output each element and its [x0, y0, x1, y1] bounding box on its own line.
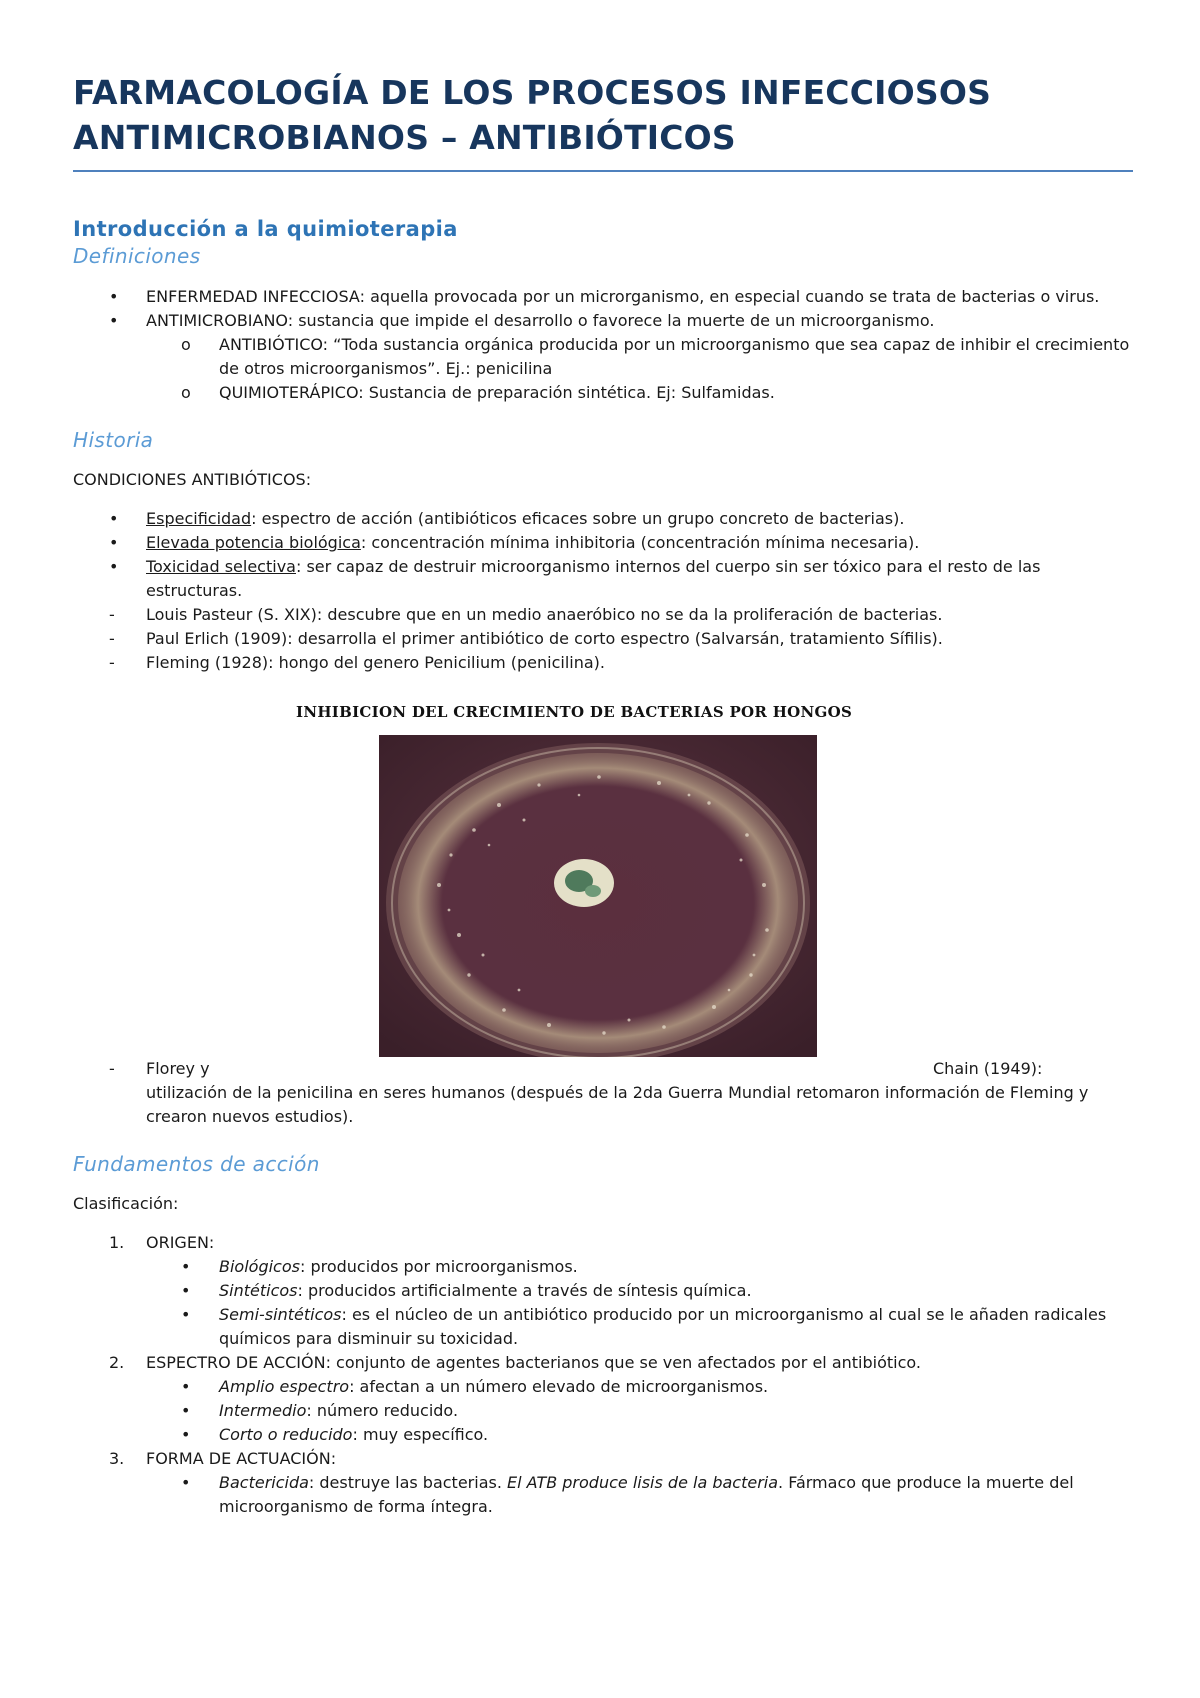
section-espectro: ESPECTRO DE ACCIÓN: conjunto de agentes bacterianos que se ven afectados por el antibiótico.	[146, 1353, 921, 1372]
petri-dish-image	[379, 735, 817, 1057]
term-text: : producidos por microorganismos.	[299, 1257, 578, 1276]
dash-marker: -	[109, 1059, 115, 1078]
term-especificidad: Especificidad	[146, 509, 252, 528]
bullet-marker: •	[181, 1281, 191, 1300]
sub-definitions-list	[73, 333, 1133, 405]
term-text: : afectan a un número elevado de microorganismos.	[349, 1377, 769, 1396]
heading-historia: Historia	[73, 428, 154, 452]
bullet-marker: •	[181, 1305, 191, 1324]
chain-text: Chain (1949):	[933, 1059, 1043, 1078]
list-item	[73, 651, 1133, 675]
list-item	[73, 381, 1133, 405]
florey-text: Florey y	[146, 1059, 210, 1078]
list-item	[73, 1231, 1133, 1255]
bullet-marker: •	[181, 1425, 191, 1444]
list-item	[73, 285, 1133, 309]
florey-description: utilización de la penicilina en seres humanos (después de la 2da Guerra Mundial retomaron información de Fleming y crearon nuevos estudios).	[146, 1083, 1089, 1126]
term-text: . Fármaco que produce la muerte del microorganismo de forma íntegra.	[219, 1473, 1074, 1516]
definition-antibiotico: ANTIBIÓTICO: “Toda sustancia orgánica producida por un microorganismo que sea capaz de inhibir el crecimiento de otros microorganismos”. Ej.: penicilina	[219, 335, 1130, 378]
number-marker: 1.	[109, 1233, 125, 1252]
list-item	[73, 555, 1133, 603]
historia-list	[73, 507, 1133, 675]
bullet-marker: •	[181, 1257, 191, 1276]
espectro-sublist	[73, 1375, 1133, 1447]
list-item	[73, 1303, 1133, 1351]
list-item	[73, 627, 1133, 651]
definitions-list	[73, 285, 1133, 405]
history-erlich: Paul Erlich (1909): desarrolla el primer antibiótico de corto espectro (Salvarsán, tratamiento Sífilis).	[146, 629, 943, 648]
term-semisinteticos: Semi-sintéticos	[219, 1305, 342, 1324]
document-body	[73, 70, 1133, 1519]
term-text: : destruye las bacterias.	[308, 1473, 508, 1492]
term-text: : es el núcleo de un antibiótico producido por un microorganismo al cual se le añaden radicales químicos para disminuir su toxicidad.	[219, 1305, 1107, 1348]
definition-antimicrobiano: ANTIMICROBIANO: sustancia que impide el desarrollo o favorece la muerte de un microorganismo.	[146, 311, 935, 330]
number-marker: 2.	[109, 1353, 125, 1372]
bullet-marker: •	[181, 1377, 191, 1396]
bullet-marker: •	[109, 557, 119, 576]
florey-chain-item	[73, 1057, 1133, 1129]
heading-introduccion: Introducción a la quimioterapia	[73, 217, 458, 241]
term-bactericida: Bactericida	[219, 1473, 309, 1492]
term-sinteticos: Sintéticos	[219, 1281, 298, 1300]
term-text: : producidos artificialmente a través de síntesis química.	[297, 1281, 752, 1300]
section-forma-actuacion: FORMA DE ACTUACIÓN:	[146, 1449, 337, 1468]
list-item	[73, 1351, 1133, 1375]
list-item	[73, 333, 1133, 381]
list-item	[73, 1471, 1133, 1519]
title-line-2: ANTIMICROBIANOS – ANTIBIÓTICOS	[73, 118, 736, 157]
definition-quimioterapico: QUIMIOTERÁPICO: Sustancia de preparación sintética. Ej: Sulfamidas.	[219, 383, 775, 402]
list-item	[73, 309, 1133, 333]
term-italic-note: El ATB produce lisis de la bacteria	[507, 1473, 779, 1492]
dash-marker: -	[109, 605, 115, 624]
fungal-colony	[554, 859, 614, 907]
actuacion-sublist	[73, 1471, 1133, 1519]
document-title	[73, 70, 1133, 172]
term-intermedio: Intermedio	[219, 1401, 307, 1420]
term-text: : muy específico.	[352, 1425, 489, 1444]
heading-definiciones: Definiciones	[73, 244, 201, 268]
bullet-marker: •	[109, 533, 119, 552]
condiciones-label: CONDICIONES ANTIBIÓTICOS:	[73, 470, 312, 489]
bullet-marker: •	[109, 509, 119, 528]
list-item	[73, 507, 1133, 531]
clasificacion-label: Clasificación:	[73, 1194, 179, 1213]
history-pasteur: Louis Pasteur (S. XIX): descubre que en un medio anaeróbico no se da la proliferación de bacterias.	[146, 605, 943, 624]
term-text: : ser capaz de destruir microorganismo internos del cuerpo sin ser tóxico para el resto de las estructuras.	[146, 557, 1041, 600]
term-text: : número reducido.	[306, 1401, 459, 1420]
term-toxicidad: Toxicidad selectiva	[146, 557, 296, 576]
bullet-marker: •	[181, 1473, 191, 1492]
bullet-marker: •	[181, 1401, 191, 1420]
definition-enfermedad: ENFERMEDAD INFECCIOSA: aquella provocada por un microrganismo, en especial cuando se trata de bacterias o virus.	[146, 287, 1100, 306]
clasificacion-list	[73, 1231, 1133, 1519]
list-item	[73, 603, 1133, 627]
list-item	[73, 1279, 1133, 1303]
dash-marker: -	[109, 629, 115, 648]
list-item	[73, 1423, 1133, 1447]
term-text: : espectro de acción (antibióticos eficaces sobre un grupo concreto de bacterias).	[251, 509, 905, 528]
figure-caption: INHIBICION DEL CRECIMIENTO DE BACTERIAS POR HONGOS	[296, 703, 853, 721]
origen-sublist	[73, 1255, 1133, 1351]
bullet-marker: •	[109, 287, 119, 306]
title-line-1: FARMACOLOGÍA DE LOS PROCESOS INFECCIOSOS	[73, 73, 992, 112]
bullet-marker: •	[109, 311, 119, 330]
section-origen: ORIGEN:	[146, 1233, 215, 1252]
circle-marker: o	[181, 335, 191, 354]
list-item	[73, 1399, 1133, 1423]
term-potencia: Elevada potencia biológica	[146, 533, 361, 552]
term-text: : concentración mínima inhibitoria (concentración mínima necesaria).	[360, 533, 920, 552]
list-item	[73, 1375, 1133, 1399]
petri-dish-figure	[73, 703, 1133, 1049]
number-marker: 3.	[109, 1449, 125, 1468]
list-item	[73, 1255, 1133, 1279]
dash-marker: -	[109, 653, 115, 672]
petri-dish-svg	[379, 735, 817, 1057]
history-fleming: Fleming (1928): hongo del genero Penicilium (penicilina).	[146, 653, 605, 672]
heading-fundamentos: Fundamentos de acción	[73, 1152, 320, 1176]
term-amplio: Amplio espectro	[219, 1377, 350, 1396]
list-item	[73, 531, 1133, 555]
circle-marker: o	[181, 383, 191, 402]
term-corto: Corto o reducido	[219, 1425, 353, 1444]
term-biologicos: Biológicos	[219, 1257, 300, 1276]
list-item	[73, 1447, 1133, 1471]
